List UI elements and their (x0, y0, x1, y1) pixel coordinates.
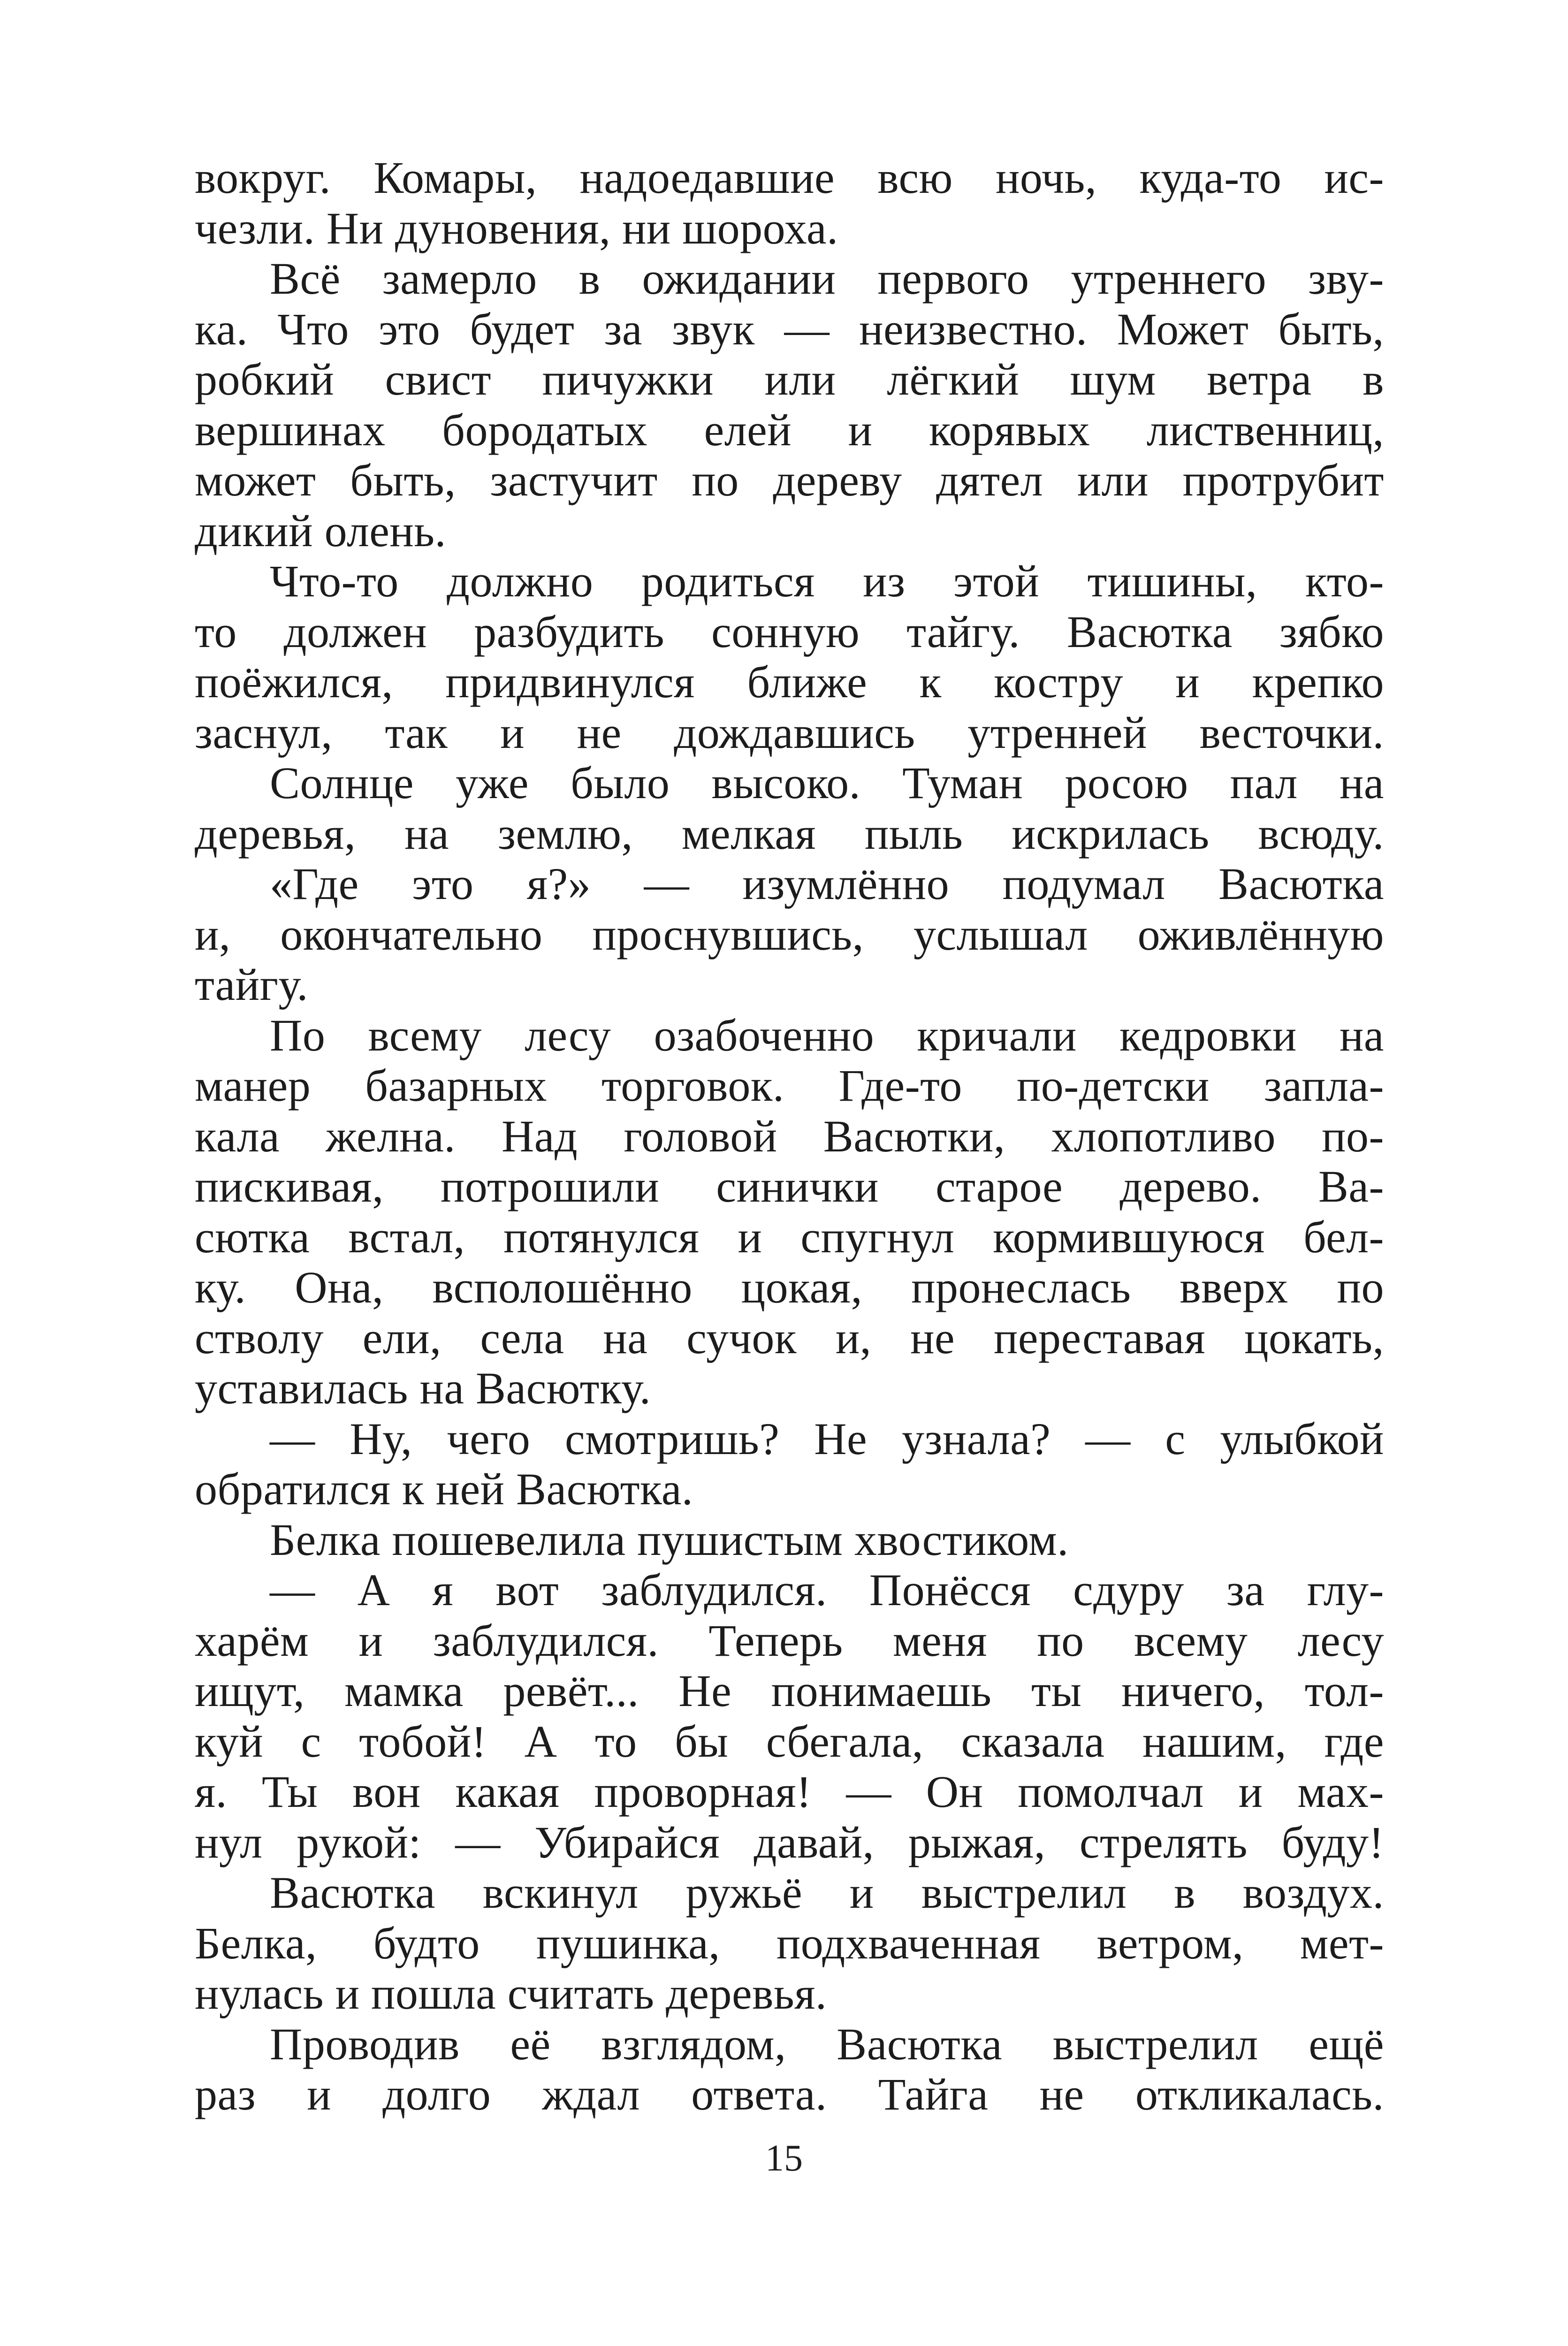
text-line: уставилась на Васютку. (195, 1363, 651, 1413)
text-line: робкий свист пичужки или лёгкий шум ветра в (195, 354, 1384, 404)
text-line: чезли. Ни дуновения, ни шороха. (195, 203, 838, 253)
text-line: ищут, мамка ревёт... Не понимаешь ты ничего, тол- (195, 1666, 1384, 1716)
text-line: и, окончательно проснувшись, услышал оживлённую (195, 909, 1384, 960)
text-line: «Где это я?» — изумлённо подумал Васютка (270, 859, 1384, 909)
text-line: Солнце уже было высоко. Туман росою пал на (270, 758, 1384, 808)
text-line: Всё замерло в ожидании первого утреннего зву- (270, 253, 1384, 304)
text-line: поёжился, придвинулся ближе к костру и крепко (195, 657, 1384, 707)
text-line: По всему лесу озабоченно кричали кедровки на (270, 1010, 1384, 1060)
text-line: Васютка вскинул ружьё и выстрелил в воздух. (270, 1867, 1384, 1918)
text-line: я. Ты вон какая проворная! — Он помолчал и мах- (195, 1767, 1384, 1817)
text-line: тайгу. (195, 960, 308, 1010)
text-line: ка. Что это будет за звук — неизвестно. Может быть, (195, 304, 1384, 354)
text-line: Что-то должно родиться из этой тишины, кто- (270, 556, 1384, 606)
text-line: вокруг. Комары, надоедавшие всю ночь, куда-то ис- (195, 152, 1384, 203)
text-line: обратился к ней Васютка. (195, 1464, 693, 1514)
text-line: заснул, так и не дождавшись утренней весточки. (195, 707, 1384, 758)
text-line: ку. Она, всполошённо цокая, пронеслась вверх по (195, 1262, 1384, 1312)
text-line: нул рукой: — Убирайся давай, рыжая, стрелять буду! (195, 1817, 1384, 1867)
text-line: раз и долго ждал ответа. Тайга не откликалась. (195, 2069, 1384, 2119)
page-number: 15 (765, 2138, 803, 2179)
text-line: сютка встал, потянулся и спугнул кормившуюся бел- (195, 1211, 1384, 1262)
text-line: манер базарных торговок. Где-то по-детски запла- (195, 1060, 1384, 1111)
text-line: Проводив её взглядом, Васютка выстрелил ещё (270, 2018, 1384, 2069)
page-text (195, 152, 1384, 2120)
text-line: Белка пошевелила пушистым хвостиком. (270, 1514, 1069, 1565)
text-line: куй с тобой! А то бы сбегала, сказала нашим, где (195, 1716, 1384, 1767)
text-line: стволу ели, села на сучок и, не переставая цокать, (195, 1312, 1384, 1363)
text-line: кала желна. Над головой Васютки, хлопотливо по- (195, 1111, 1384, 1161)
text-line: харём и заблудился. Теперь меня по всему лесу (195, 1615, 1384, 1666)
text-line: то должен разбудить сонную тайгу. Васютка зябко (195, 606, 1384, 657)
text-line: нулась и пошла считать деревья. (195, 1968, 827, 2018)
text-line: вершинах бородатых елей и корявых лиственниц, (195, 404, 1384, 455)
text-line: дикий олень. (195, 505, 447, 556)
text-line: деревья, на землю, мелкая пыль искрилась всюду. (195, 808, 1384, 859)
text-line: — Ну, чего смотришь? Не узнала? — с улыбкой (270, 1413, 1384, 1464)
text-line: Белка, будто пушинка, подхваченная ветром, мет- (195, 1918, 1384, 1968)
text-line: пискивая, потрошили синички старое дерево. Ва- (195, 1161, 1384, 1211)
text-line: — А я вот заблудился. Понёсся сдуру за глу- (270, 1565, 1384, 1615)
text-line: может быть, застучит по дереву дятел или протрубит (195, 455, 1384, 505)
